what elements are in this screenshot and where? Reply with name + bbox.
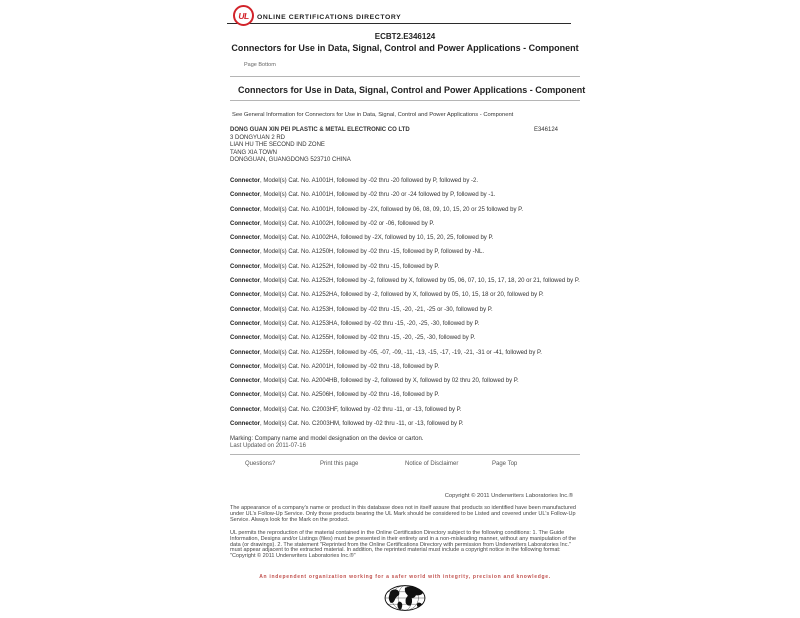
product-type-label: Connector <box>230 406 260 413</box>
product-row <box>230 321 580 327</box>
page-content <box>230 4 586 618</box>
product-row <box>230 207 580 213</box>
company-name: DONG GUAN XIN PEI PLASTIC & METAL ELECTRONIC CO LTD <box>230 127 410 133</box>
product-list <box>230 178 580 427</box>
product-description: , Model(s) Cat. No. A1252HA, followed by -2, followed by X, followed by 05, 10, 15, 18 or 20, followed by P. <box>260 292 544 299</box>
product-type-label: Connector <box>230 249 260 256</box>
legal-paragraph-reproduction: UL permits the reproduction of the material contained in the Online Certification Directory subject to the following conditions: 1. The Guide Information, Designs and/or Listings (files) must be presented in their entirety and in a non-misleading manner, without any manipulation of the data (or drawings). 2. The statement "Reprinted from the Online Certifications Directory with permission from Underwriters Laboratories Inc." must appear adjacent to the extracted material. In addition, the reprinted material must include a copyright notice in the following format: "Copyright © 2011 Underwriters Laboratories Inc.®" <box>230 529 577 560</box>
ul-logo-text: UL <box>238 10 249 21</box>
product-description: , Model(s) Cat. No. A1253H, followed by -02 thru -15, -20, -21, -25 or -30, followed by P. <box>260 306 493 313</box>
questions-link[interactable]: Questions? <box>245 461 276 468</box>
product-type-label: Connector <box>230 335 260 342</box>
divider <box>230 454 580 455</box>
product-description: , Model(s) Cat. No. A2001H, followed by -02 thru -18, followed by P. <box>260 363 440 370</box>
company-address-line: 3 DONGYUAN 2 RD <box>230 134 286 141</box>
product-description: , Model(s) Cat. No. A1255H, followed by -02 thru -15, -20, -25, -30, followed by P. <box>260 335 476 342</box>
product-row <box>230 178 580 184</box>
product-description: , Model(s) Cat. No. A1002HA, followed by -2X, followed by 10, 15, 20, 25, followed by P. <box>260 235 494 242</box>
product-row <box>230 235 580 241</box>
product-row <box>230 364 580 370</box>
product-description: , Model(s) Cat. No. A2506H, followed by -02 thru -16, followed by P. <box>260 392 440 399</box>
general-info-link[interactable]: See General Information for Connectors for Use in Data, Signal, Control and Power Applications - Component <box>232 112 514 118</box>
ul-logo-icon <box>233 5 254 26</box>
disclaimer-link[interactable]: Notice of Disclaimer <box>405 461 459 468</box>
product-type-label: Connector <box>230 235 260 242</box>
page-header <box>230 4 580 28</box>
section-heading: Connectors for Use in Data, Signal, Control and Power Applications - Component <box>238 85 586 95</box>
product-type-label: Connector <box>230 177 260 184</box>
product-type-label: Connector <box>230 378 260 385</box>
product-type-label: Connector <box>230 306 260 313</box>
legal-paragraph-appearance: The appearance of a company's name or product in this database does not in itself assure that products so identified have been manufactured under UL's Follow-Up Service. Only those products bearing the UL Mark should be considered to be Listed and covered under UL's Follow-Up Service. Always look for the Mark on the product. <box>230 505 576 523</box>
product-description: , Model(s) Cat. No. A1250H, followed by -02 thru -15, followed by P, followed by -NL. <box>260 249 485 256</box>
product-description: , Model(s) Cat. No. C2003HM, followed by -02 thru -11, or -13, followed by P. <box>260 421 464 428</box>
marking-block <box>230 436 580 450</box>
product-type-label: Connector <box>230 349 260 356</box>
product-row <box>230 421 580 427</box>
product-type-label: Connector <box>230 421 260 428</box>
page-bottom-link[interactable]: Page Bottom <box>244 62 276 68</box>
tagline-banner: An independent organization working for a safer world with integrity, precision and knowledge. <box>259 574 551 581</box>
copyright-line: Copyright © 2011 Underwriters Laboratories Inc.® <box>444 493 573 500</box>
product-row <box>230 249 580 255</box>
product-row <box>230 392 580 398</box>
product-row <box>230 264 580 270</box>
file-number: E346124 <box>533 127 558 133</box>
divider <box>230 100 580 101</box>
product-description: , Model(s) Cat. No. C2003HF, followed by -02 thru -11, or -13, followed by P. <box>260 406 462 413</box>
divider <box>230 76 580 77</box>
product-row <box>230 407 580 413</box>
product-description: , Model(s) Cat. No. A1252H, followed by -2, followed by X, followed by 05, 06, 07, 10, 15, 17, 18, 20 or 21, followed by P. <box>260 278 580 285</box>
product-description: , Model(s) Cat. No. A2004HB, followed by -2, followed by X, followed by 02 thru 20, followed by P. <box>260 378 519 385</box>
product-description: , Model(s) Cat. No. A1252H, followed by -02 thru -15, followed by P. <box>260 263 440 270</box>
certification-code: ECBT2.E346124 <box>374 32 436 41</box>
product-type-label: Connector <box>230 392 260 399</box>
product-type-label: Connector <box>230 220 260 227</box>
product-type-label: Connector <box>230 278 260 285</box>
product-row <box>230 307 580 313</box>
header-divider <box>227 23 571 24</box>
marking-text: Marking: Company name and model designation on the device or carton. <box>230 436 424 443</box>
product-row <box>230 292 580 298</box>
directory-title: ONLINE CERTIFICATIONS DIRECTORY <box>257 14 402 21</box>
print-page-link[interactable]: Print this page <box>320 461 359 468</box>
product-row <box>230 221 580 227</box>
product-type-label: Connector <box>230 320 260 327</box>
product-type-label: Connector <box>230 206 260 213</box>
product-row <box>230 378 580 384</box>
product-description: , Model(s) Cat. No. A1002H, followed by -02 or -06, followed by P. <box>260 220 435 227</box>
product-description: , Model(s) Cat. No. A1253HA, followed by -02 thru -15, -20, -25, -30, followed by P. <box>260 320 480 327</box>
company-address-line: LIAN HU THE SECOND IND ZONE <box>230 142 325 149</box>
globe-icon <box>230 583 580 618</box>
product-row <box>230 335 580 341</box>
product-description: , Model(s) Cat. No. A1001H, followed by -02 thru -20 followed by P, followed by -2. <box>260 177 479 184</box>
product-description: , Model(s) Cat. No. A1001H, followed by -2X, followed by 06, 08, 09, 10, 15, 20 or 25 followed by P. <box>260 206 524 213</box>
product-description: , Model(s) Cat. No. A1255H, followed by -05, -07, -09, -11, -13, -15, -17, -19, -21, -31 or -41, followed by P. <box>260 349 542 356</box>
product-type-label: Connector <box>230 192 260 199</box>
footer-links-row <box>230 461 580 467</box>
page-title: Connectors for Use in Data, Signal, Control and Power Applications - Component <box>231 43 579 53</box>
product-row <box>230 192 580 198</box>
title-block <box>230 32 580 53</box>
company-address-line: TANG XIA TOWN <box>230 149 278 156</box>
product-row <box>230 278 580 284</box>
product-row <box>230 350 580 356</box>
product-description: , Model(s) Cat. No. A1001H, followed by -02 thru -20 or -24 followed by P, followed by -1. <box>260 192 496 199</box>
company-row <box>230 127 580 135</box>
last-updated-link[interactable]: Last Updated on 2011-07-16 <box>230 443 306 450</box>
company-address-line: DONGGUAN, GUANGDONG 523710 CHINA <box>230 157 351 164</box>
product-type-label: Connector <box>230 263 260 270</box>
page-top-link[interactable]: Page Top <box>492 461 518 468</box>
product-type-label: Connector <box>230 292 260 299</box>
company-block <box>230 127 580 165</box>
product-type-label: Connector <box>230 363 260 370</box>
